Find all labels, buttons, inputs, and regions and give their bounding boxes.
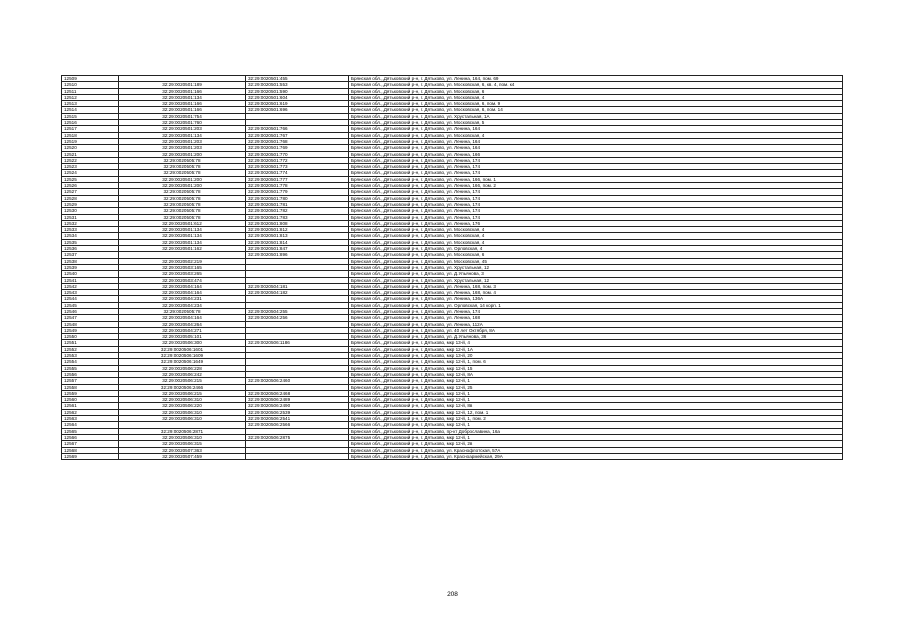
land-cadastral-number-cell: 32:29:0020501:189	[119, 82, 246, 88]
row-number-cell: 12521	[62, 151, 119, 157]
row-number-cell: 12531	[62, 214, 119, 220]
row-number-cell: 12550	[62, 334, 119, 340]
row-number-cell: 12526	[62, 183, 119, 189]
land-cadastral-number-cell: 32:29:0020506:215	[119, 390, 246, 396]
land-cadastral-number-cell: 32:29:0020506:2871	[119, 428, 246, 434]
row-number-cell: 12566	[62, 434, 119, 440]
row-number-cell: 12509	[62, 76, 119, 82]
table-row	[62, 453, 843, 459]
land-cadastral-number-cell: 32:29:0020501:166	[119, 107, 246, 113]
row-number-cell: 12551	[62, 340, 119, 346]
address-cell: Брянская обл.,,Дятьковский р-н, г. Дятьково, мкр 12-й, 1	[349, 422, 843, 428]
address-cell: Брянская обл.,,Дятьковский р-н, г. Дятьково, ул. Ленина, 112А	[349, 321, 843, 327]
address-cell: Брянская обл.,,Дятьковский р-н, г. Дятьково, мкр 12-й, 1	[349, 378, 843, 384]
land-cadastral-number-cell: 32:29:0020501:200	[119, 151, 246, 157]
land-cadastral-number-cell: 32:29:0020503:265	[119, 271, 246, 277]
land-cadastral-number-cell: 32:29:0020506:310	[119, 397, 246, 403]
land-cadastral-number-cell: 32:29:0020506:1609	[119, 353, 246, 359]
object-cadastral-number-cell: 32:29:0020501:766	[246, 126, 349, 132]
address-cell: Брянская обл.,,Дятьковский р-н, г. Дятьково, ул. Ленина, 174	[349, 157, 843, 163]
object-cadastral-number-cell	[246, 453, 349, 459]
address-cell: Брянская обл.,,Дятьковский р-н, г. Дятьково, ул. Ленина, 174	[349, 195, 843, 201]
row-number-cell: 12511	[62, 88, 119, 94]
land-cadastral-number-cell: 32:29:0020504:164	[119, 315, 246, 321]
row-number-cell: 12525	[62, 176, 119, 182]
address-cell: Брянская обл.,,Дятьковский р-н, г. Дятьково, ул. Ленина, 164	[349, 138, 843, 144]
row-number-cell: 12542	[62, 283, 119, 289]
row-number-cell: 12554	[62, 359, 119, 365]
land-cadastral-number-cell: 32:29:0020501:166	[119, 101, 246, 107]
address-cell: Брянская обл.,,Дятьковский р-н, г. Дятьково, ул. Московская, 6, пом. 14	[349, 107, 843, 113]
registry-table	[61, 75, 843, 460]
row-number-cell: 12528	[62, 195, 119, 201]
address-cell: Брянская обл.,,Дятьковский р-н, г. Дятьково, ул. Д.Ульянова, 3	[349, 271, 843, 277]
object-cadastral-number-cell: 32:29:0020501:553	[246, 82, 349, 88]
land-cadastral-number-cell: 32:29:0020502:219	[119, 258, 246, 264]
land-cadastral-number-cell: 32:29:0020504:164	[119, 283, 246, 289]
address-cell: Брянская обл.,,Дятьковский р-н, г. Дятьково, ул. Московская, 6	[349, 88, 843, 94]
address-cell: Брянская обл.,,Дятьковский р-н, г. Дятьково, ул. Ленина, 164	[349, 126, 843, 132]
land-cadastral-number-cell: 32:29:0020505:78	[119, 195, 246, 201]
row-number-cell: 12559	[62, 390, 119, 396]
row-number-cell: 12553	[62, 353, 119, 359]
address-cell: Брянская обл.,,Дятьковский р-н, г. Дятьково, ул. Ленина, 168, пом. 4	[349, 290, 843, 296]
row-number-cell: 12563	[62, 416, 119, 422]
object-cadastral-number-cell: 32:29:0020501:808	[246, 220, 349, 226]
address-cell: Брянская обл.,,Дятьковский р-н, г. Дятьково, ул. Хрустальная, 1А	[349, 113, 843, 119]
object-cadastral-number-cell: 32:29:0020501:782	[246, 208, 349, 214]
land-cadastral-number-cell: 32:29:0020501:134	[119, 94, 246, 100]
land-cadastral-number-cell: 32:29:0020501:203	[119, 126, 246, 132]
land-cadastral-number-cell: 32:29:0020503:474	[119, 277, 246, 283]
object-cadastral-number-cell: 32:29:0020501:781	[246, 201, 349, 207]
object-cadastral-number-cell: 32:29:0020506:2539	[246, 409, 349, 415]
address-cell: Брянская обл.,,Дятьковский р-н, г. Дятьково, ул. Московская, 6, пом. 9	[349, 101, 843, 107]
land-cadastral-number-cell: 32:29:0020505:78	[119, 201, 246, 207]
row-number-cell: 12549	[62, 327, 119, 333]
row-number-cell: 12527	[62, 189, 119, 195]
land-cadastral-number-cell: 32:29:0020501:134	[119, 132, 246, 138]
land-cadastral-number-cell: 32:29:0020505:78	[119, 157, 246, 163]
object-cadastral-number-cell: 32:29:0020501:783	[246, 214, 349, 220]
object-cadastral-number-cell: 32:29:0020504:181	[246, 283, 349, 289]
row-number-cell: 12512	[62, 94, 119, 100]
row-number-cell: 12567	[62, 441, 119, 447]
land-cadastral-number-cell: 32:29:0020505:78	[119, 170, 246, 176]
object-cadastral-number-cell: 32:29:0020504:255	[246, 308, 349, 314]
land-cadastral-number-cell: 32:29:0020506:2466	[119, 384, 246, 390]
address-cell: Брянская обл.,,Дятьковский р-н, г. Дятьково, ул. Московская, 6	[349, 252, 843, 258]
row-number-cell: 12538	[62, 258, 119, 264]
address-cell: Брянская обл.,,Дятьковский р-н, г. Дятьково, ул. Ленина, 174	[349, 208, 843, 214]
row-number-cell: 12543	[62, 290, 119, 296]
row-number-cell: 12558	[62, 384, 119, 390]
object-cadastral-number-cell: 32:29:0020506:2541	[246, 416, 349, 422]
land-cadastral-number-cell: 32:29:0020507:459	[119, 453, 246, 459]
address-cell: Брянская обл.,,Дятьковский р-н, г. Дятьково, мкр 12-й, 1	[349, 390, 843, 396]
address-cell: Брянская обл.,,Дятьковский р-н, г. Дятьково, ул. Ленина, 164	[349, 145, 843, 151]
address-cell: Брянская обл.,,Дятьковский р-н, г. Дятьково, ул. Ленина, 174	[349, 170, 843, 176]
row-number-cell: 12556	[62, 371, 119, 377]
object-cadastral-number-cell: 32:29:0020501:619	[246, 101, 349, 107]
object-cadastral-number-cell: 32:29:0020501:696	[246, 107, 349, 113]
address-cell: Брянская обл.,,Дятьковский р-н, г. Дятьково, мкр 12-й, 1, пом. 6	[349, 359, 843, 365]
address-cell: Брянская обл.,,Дятьковский р-н, г. Дятьково, ул. Орловская, 14 корп. 1	[349, 302, 843, 308]
land-cadastral-number-cell: 32:29:0020506:300	[119, 340, 246, 346]
address-cell: Брянская обл.,,Дятьковский р-н, г. Дятьково, ул. Московская, 45	[349, 258, 843, 264]
land-cadastral-number-cell: 32:29:0020501:200	[119, 183, 246, 189]
object-cadastral-number-cell: 32:29:0020506:1186	[246, 340, 349, 346]
object-cadastral-number-cell: 32:29:0020501:767	[246, 132, 349, 138]
address-cell: Брянская обл.,,Дятьковский р-н, г. Дятьково, ул. Краснофлотская, 57А	[349, 447, 843, 453]
address-cell: Брянская обл.,,Дятьковский р-н, г. Дятьково, ул. Ленина, 166, пом. 2	[349, 183, 843, 189]
address-cell: Брянская обл.,,Дятьковский р-н, г. Дятьково, мкр 12-й, 1	[349, 397, 843, 403]
row-number-cell: 12523	[62, 164, 119, 170]
row-number-cell: 12560	[62, 397, 119, 403]
object-cadastral-number-cell: 32:29:0020501:778	[246, 183, 349, 189]
land-cadastral-number-cell: 32:29:0020506:310	[119, 416, 246, 422]
address-cell: Брянская обл.,,Дятьковский р-н, г. Дятьково, мкр 12-й, 8в	[349, 403, 843, 409]
object-cadastral-number-cell: 32:29:0020501:813	[246, 233, 349, 239]
row-number-cell: 12535	[62, 239, 119, 245]
address-cell: Брянская обл.,,Дятьковский р-н, г. Дятьково, мкр 12-й, 12, пом. 1	[349, 409, 843, 415]
address-cell: Брянская обл.,,Дятьковский р-н, г. Дятьково, ул. Ленина, 168	[349, 315, 843, 321]
object-cadastral-number-cell: 32:29:0020501:604	[246, 94, 349, 100]
land-cadastral-number-cell: 32:29:0020506:242	[119, 371, 246, 377]
land-cadastral-number-cell: 32:29:0020506:310	[119, 434, 246, 440]
row-number-cell: 12548	[62, 321, 119, 327]
row-number-cell: 12568	[62, 447, 119, 453]
address-cell: Брянская обл.,,Дятьковский р-н, г. Дятьково, мкр 12-й, 25	[349, 384, 843, 390]
row-number-cell: 12519	[62, 138, 119, 144]
object-cadastral-number-cell: 32:29:0020501:780	[246, 195, 349, 201]
address-cell: Брянская обл.,,Дятьковский р-н, г. Дятьково, ул. Ленина, 166, пом. 1	[349, 176, 843, 182]
object-cadastral-number-cell: 32:29:0020501:768	[246, 138, 349, 144]
address-cell: Брянская обл.,,Дятьковский р-н, г. Дятьково, мкр 12-й, 1, пом. 2	[349, 416, 843, 422]
row-number-cell: 12545	[62, 302, 119, 308]
land-cadastral-number-cell: 32:29:0020501:760	[119, 120, 246, 126]
address-cell: Брянская обл.,,Дятьковский р-н, г. Дятьково, ул. Ленина, 174	[349, 164, 843, 170]
address-cell: Брянская обл.,,Дятьковский р-н, г. Дятьково, мкр 12-й, 1	[349, 434, 843, 440]
land-cadastral-number-cell: 32:29:0020501:162	[119, 246, 246, 252]
land-cadastral-number-cell: 32:29:0020506:215	[119, 378, 246, 384]
land-cadastral-number-cell: 32:29:0020506:220	[119, 403, 246, 409]
address-cell: Брянская обл.,,Дятьковский р-н, г. Дятьково, ул. Московская, 4	[349, 227, 843, 233]
row-number-cell: 12522	[62, 157, 119, 163]
row-number-cell: 12534	[62, 233, 119, 239]
object-cadastral-number-cell: 32:29:0020501:777	[246, 176, 349, 182]
land-cadastral-number-cell: 32:29:0020507:363	[119, 447, 246, 453]
address-cell: Брянская обл.,,Дятьковский р-н, г. Дятьково, ул. Хрустальная, 12	[349, 264, 843, 270]
address-cell: Брянская обл.,,Дятьковский р-н, г. Дятьково, ул. Ленина, 174	[349, 189, 843, 195]
land-cadastral-number-cell: 32:29:0020504:164	[119, 290, 246, 296]
row-number-cell: 12533	[62, 227, 119, 233]
row-number-cell: 12544	[62, 296, 119, 302]
object-cadastral-number-cell: 32:29:0020501:814	[246, 239, 349, 245]
address-cell: Брянская обл.,,Дятьковский р-н, г. Дятьково, ул. Ленина, 174	[349, 308, 843, 314]
address-cell: Брянская обл.,,Дятьковский р-н, г. Дятьково, пр-кт Доброславина, 16а	[349, 428, 843, 434]
page-number: 208	[447, 591, 458, 598]
object-cadastral-number-cell: 32:29:0020506:2566	[246, 422, 349, 428]
land-cadastral-number-cell: 32:29:0020501:612	[119, 220, 246, 226]
land-cadastral-number-cell: 32:29:0020503:165	[119, 264, 246, 270]
address-cell: Брянская обл.,,Дятьковский р-н, г. Дятьково, ул. Красноармейская, 29А	[349, 453, 843, 459]
address-cell: Брянская обл.,,Дятьковский р-н, г. Дятьково, ул. Д.Ульянова, 36	[349, 334, 843, 340]
object-cadastral-number-cell: 32:29:0020501:769	[246, 145, 349, 151]
row-number-cell: 12562	[62, 409, 119, 415]
address-cell: Брянская обл.,,Дятьковский р-н, г. Дятьково, ул. Ленина, 166	[349, 151, 843, 157]
address-cell: Брянская обл.,,Дятьковский р-н, г. Дятьково, мкр 13-й, 4	[349, 340, 843, 346]
address-cell: Брянская обл.,,Дятьковский р-н, г. Дятьково, ул. Московская, 4	[349, 233, 843, 239]
land-cadastral-number-cell: 32:29:0020501:134	[119, 239, 246, 245]
land-cadastral-number-cell: 32:29:0020505:78	[119, 214, 246, 220]
row-number-cell: 12520	[62, 145, 119, 151]
row-number-cell: 12564	[62, 422, 119, 428]
row-number-cell: 12514	[62, 107, 119, 113]
object-cadastral-number-cell: 32:29:0020504:182	[246, 290, 349, 296]
object-cadastral-number-cell: 32:29:0020501:774	[246, 170, 349, 176]
row-number-cell: 12537	[62, 252, 119, 258]
row-number-cell: 12515	[62, 113, 119, 119]
row-number-cell: 12539	[62, 264, 119, 270]
land-cadastral-number-cell: 32:29:0020505:78	[119, 208, 246, 214]
land-cadastral-number-cell: 32:29:0020501:200	[119, 176, 246, 182]
address-cell: Брянская обл.,,Дятьковский р-н, г. Дятьково, ул. Московская, 4	[349, 239, 843, 245]
row-number-cell: 12516	[62, 120, 119, 126]
address-cell: Брянская обл.,,Дятьковский р-н, г. Дятьково, ул. Ленина, 136А	[349, 296, 843, 302]
address-cell: Брянская обл.,,Дятьковский р-н, г. Дятьково, мкр 12-й, 8А	[349, 371, 843, 377]
object-cadastral-number-cell: 32:29:0020506:2489	[246, 397, 349, 403]
object-cadastral-number-cell: 32:29:0020501:847	[246, 246, 349, 252]
row-number-cell: 12532	[62, 220, 119, 226]
land-cadastral-number-cell: 32:29:0020506:315	[119, 441, 246, 447]
land-cadastral-number-cell: 32:29:0020506:1601	[119, 346, 246, 352]
row-number-cell: 12569	[62, 453, 119, 459]
address-cell: Брянская обл.,,Дятьковский р-н, г. Дятьково, мкр 12-й, 15	[349, 365, 843, 371]
object-cadastral-number-cell: 32:29:0020506:2875	[246, 434, 349, 440]
land-cadastral-number-cell: 32:29:0020505:78	[119, 189, 246, 195]
address-cell: Брянская обл.,,Дятьковский р-н, г. Дятьково, ул. Московская, 4	[349, 94, 843, 100]
row-number-cell: 12517	[62, 126, 119, 132]
object-cadastral-number-cell: 32:29:0020506:2490	[246, 403, 349, 409]
land-cadastral-number-cell: 32:29:0020504:234	[119, 302, 246, 308]
row-number-cell: 12547	[62, 315, 119, 321]
land-cadastral-number-cell: 32:29:0020504:231	[119, 296, 246, 302]
address-cell: Брянская обл.,,Дятьковский р-н, г. Дятьково, ул. Хрустальная, 12	[349, 277, 843, 283]
address-cell: Брянская обл.,,Дятьковский р-н, г. Дятьково, ул. 40 лет Октября, 8А	[349, 327, 843, 333]
row-number-cell: 12541	[62, 277, 119, 283]
row-number-cell: 12540	[62, 271, 119, 277]
object-cadastral-number-cell: 32:29:0020501:896	[246, 252, 349, 258]
row-number-cell: 12565	[62, 428, 119, 434]
address-cell: Брянская обл.,,Дятьковский р-н, г. Дятьково, ул. Орловская, 4	[349, 246, 843, 252]
registry-table-body	[62, 76, 843, 460]
land-cadastral-number-cell: 32:29:0020504:264	[119, 321, 246, 327]
land-cadastral-number-cell: 32:29:0020505:78	[119, 164, 246, 170]
row-number-cell: 12546	[62, 308, 119, 314]
address-cell: Брянская обл.,,Дятьковский р-н, г. Дятьково, мкр 13-й, 20	[349, 353, 843, 359]
object-cadastral-number-cell: 32:29:0020501:455	[246, 76, 349, 82]
row-number-cell: 12557	[62, 378, 119, 384]
land-cadastral-number-cell: 32:29:0020506:228	[119, 365, 246, 371]
row-number-cell: 12524	[62, 170, 119, 176]
land-cadastral-number-cell: 32:29:0020501:203	[119, 145, 246, 151]
object-cadastral-number-cell: 32:29:0020506:2460	[246, 378, 349, 384]
row-number-cell: 12555	[62, 365, 119, 371]
address-cell: Брянская обл.,,Дятьковский р-н, г. Дятьково, мкр 12-й, 2в	[349, 441, 843, 447]
land-cadastral-number-cell: 32:29:0020501:134	[119, 233, 246, 239]
land-cadastral-number-cell: 32:29:0020505:101	[119, 334, 246, 340]
land-cadastral-number-cell: 32:29:0020505:78	[119, 308, 246, 314]
row-number-cell: 12552	[62, 346, 119, 352]
address-cell: Брянская обл.,,Дятьковский р-н, г. Дятьково, ул. Ленина, 164, пом. 69	[349, 76, 843, 82]
land-cadastral-number-cell: 32:29:0020506:1649	[119, 359, 246, 365]
object-cadastral-number-cell: 32:29:0020506:2468	[246, 390, 349, 396]
row-number-cell: 12561	[62, 403, 119, 409]
object-cadastral-number-cell: 32:29:0020501:772	[246, 157, 349, 163]
land-cadastral-number-cell: 32:29:0020504:271	[119, 327, 246, 333]
row-number-cell: 12518	[62, 132, 119, 138]
address-cell: Брянская обл.,,Дятьковский р-н, г. Дятьково, ул. Ленина, 174	[349, 214, 843, 220]
object-cadastral-number-cell: 32:29:0020501:773	[246, 164, 349, 170]
land-cadastral-number-cell: 32:29:0020501:754	[119, 113, 246, 119]
address-cell: Брянская обл.,,Дятьковский р-н, г. Дятьково, мкр 12-й, 1А	[349, 346, 843, 352]
object-cadastral-number-cell: 32:29:0020501:770	[246, 151, 349, 157]
address-cell: Брянская обл.,,Дятьковский р-н, г. Дятьково, ул. Ленина, 176	[349, 220, 843, 226]
land-cadastral-number-cell: 32:29:0020506:310	[119, 409, 246, 415]
land-cadastral-number-cell: 32:29:0020501:134	[119, 227, 246, 233]
object-cadastral-number-cell: 32:29:0020501:779	[246, 189, 349, 195]
row-number-cell: 12529	[62, 201, 119, 207]
address-cell: Брянская обл.,,Дятьковский р-н, г. Дятьково, ул. Московская, 6, кв. 4, пом. к4	[349, 82, 843, 88]
object-cadastral-number-cell: 32:29:0020501:812	[246, 227, 349, 233]
address-cell: Брянская обл.,,Дятьковский р-н, г. Дятьково, ул. Ленина, 168, пом. 3	[349, 283, 843, 289]
row-number-cell: 12530	[62, 208, 119, 214]
object-cadastral-number-cell: 32:29:0020501:590	[246, 88, 349, 94]
row-number-cell: 12510	[62, 82, 119, 88]
address-cell: Брянская обл.,,Дятьковский р-н, г. Дятьково, ул. Московская, 5	[349, 120, 843, 126]
row-number-cell: 12536	[62, 246, 119, 252]
row-number-cell: 12513	[62, 101, 119, 107]
land-cadastral-number-cell: 32:29:0020501:203	[119, 138, 246, 144]
land-cadastral-number-cell: 32:29:0020501:166	[119, 88, 246, 94]
address-cell: Брянская обл.,,Дятьковский р-н, г. Дятьково, ул. Ленина, 174	[349, 201, 843, 207]
object-cadastral-number-cell: 32:29:0020504:256	[246, 315, 349, 321]
address-cell: Брянская обл.,,Дятьковский р-н, г. Дятьково, ул. Московская, 4	[349, 132, 843, 138]
